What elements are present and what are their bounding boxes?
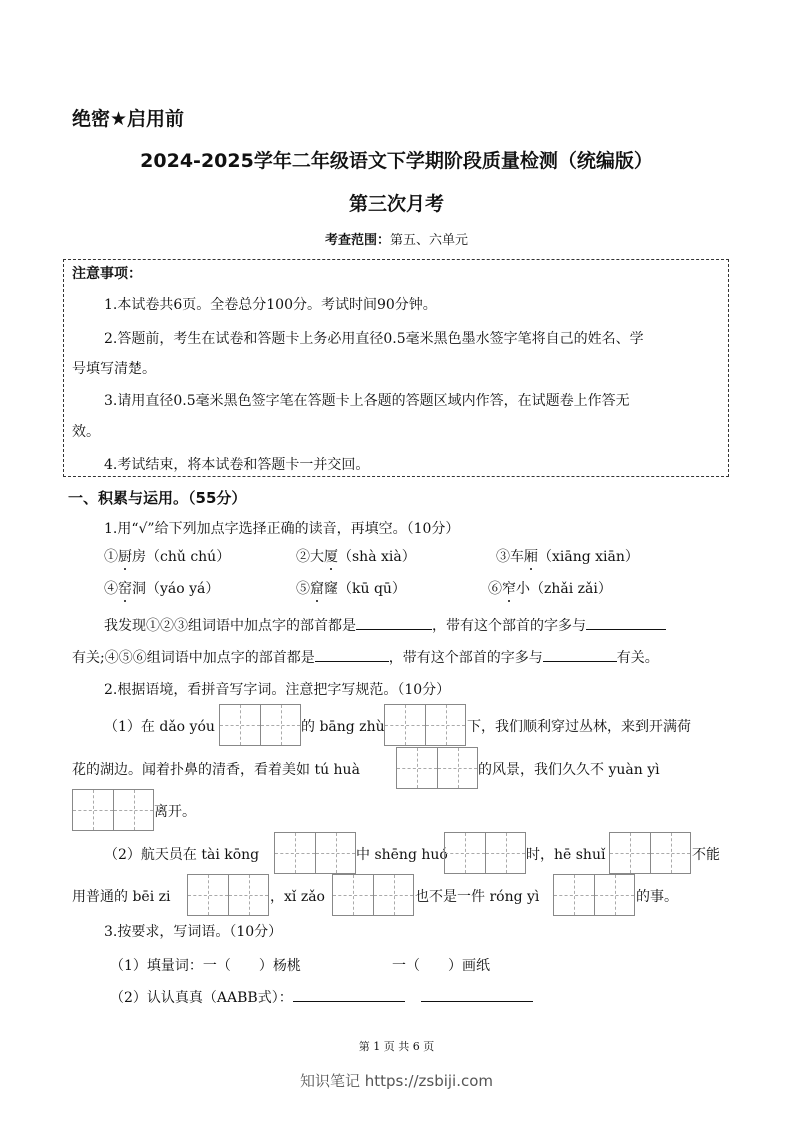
q1-option-3: ③车厢（xiāng xiān） <box>496 549 639 565</box>
answer-blank[interactable] <box>356 615 432 630</box>
q2-text: 时，hē shuǐ <box>526 847 606 863</box>
exam-subtitle: 第三次月考 <box>348 193 444 215</box>
q2-text: 用普通的 bēi zi <box>72 889 171 905</box>
q1-option-4: ④窑洞（yáo yá） <box>104 581 220 597</box>
q2-text: 中 shēng huó <box>356 847 448 863</box>
scope-label: 考查范围： <box>324 233 390 248</box>
q2-text: （1）在 dǎo yóu <box>104 719 215 735</box>
answer-blank[interactable] <box>543 647 617 662</box>
q2-text: 的风景，我们久久不 yuàn yì <box>478 762 660 778</box>
notice-item-3-cont: 效。 <box>72 424 100 440</box>
notice-item-2-cont: 号填写清楚。 <box>72 361 156 377</box>
exam-scope <box>0 229 793 248</box>
answer-blank[interactable] <box>421 987 533 1002</box>
q1-option-6: ⑥窄小（zhǎi zǎi） <box>488 581 612 597</box>
notice-item-3: 3.请用直径0.5毫米黑色签字笔在答题卡上各题的答题区域内作答，在试题卷上作答无 <box>104 393 630 409</box>
confidential-label: 绝密★启用前 <box>72 108 185 130</box>
notice-item-1: 1.本试卷共6页。全卷总分100分。考试时间90分钟。 <box>104 297 437 313</box>
char-grid[interactable] <box>187 874 269 916</box>
char-grid[interactable] <box>609 832 691 874</box>
char-grid[interactable] <box>553 874 635 916</box>
q2-text: 的 bāng zhù <box>301 719 385 735</box>
char-grid[interactable] <box>332 874 414 916</box>
q3-line-2: （2）认认真真（AABB式）： <box>110 987 533 1007</box>
char-grid[interactable] <box>396 747 478 789</box>
q2-text: 下，我们顺利穿过丛林，来到开满荷 <box>467 719 691 735</box>
q2-stem: 2.根据语境，看拼音写字词。注意把字写规范。（10分） <box>104 682 451 698</box>
char-grid[interactable] <box>384 704 466 746</box>
q2-text: 的事。 <box>636 889 678 905</box>
notice-box <box>63 259 729 477</box>
q2-text: 离开。 <box>154 804 196 820</box>
q2-text: （2）航天员在 tài kōng <box>104 847 260 863</box>
section-heading: 一、积累与运用。（55分） <box>68 489 247 507</box>
answer-blank[interactable] <box>315 647 389 662</box>
watermark: 知识笔记 https://zsbiji.com <box>299 1072 494 1090</box>
q2-text: 也不是一件 róng yì <box>415 889 540 905</box>
notice-item-4: 4.考试结束，将本试卷和答题卡一并交回。 <box>104 457 370 473</box>
scope-value: 第五、六单元 <box>390 233 469 248</box>
q1-fill-line-1: 我发现①②③组词语中加点字的部首都是 ，带有这个部首的字多与 <box>104 615 666 635</box>
q1-option-1: ①厨房（chǔ chú） <box>104 549 231 565</box>
q1-option-5: ⑤窟窿（kū qū） <box>296 581 406 597</box>
char-grid[interactable] <box>72 789 154 831</box>
answer-blank[interactable] <box>293 987 405 1002</box>
notice-heading: 注意事项： <box>72 266 142 282</box>
char-grid[interactable] <box>444 832 526 874</box>
exam-title: 2024-2025学年二年级语文下学期阶段质量检测（统编版） <box>140 150 653 172</box>
q3-line-1b: 一（ ）画纸 <box>392 958 490 974</box>
q1-stem: 1.用“√”给下列加点字选择正确的读音，再填空。（10分） <box>104 521 460 537</box>
q2-text: 花的湖边。闻着扑鼻的清香，看着美如 tú huà <box>72 762 360 778</box>
q3-line-1: （1）填量词：一（ ）杨桃 <box>110 958 301 974</box>
notice-item-2: 2.答题前，考生在试卷和答题卡上务必用直径0.5毫米黑色墨水签字笔将自己的姓名、学 <box>104 331 644 347</box>
q1-option-2: ②大厦（shà xià） <box>296 549 416 565</box>
char-grid[interactable] <box>274 832 356 874</box>
page-number: 第 1 页 共 6 页 <box>358 1040 435 1053</box>
q2-text: 不能 <box>692 847 720 863</box>
char-grid[interactable] <box>219 704 301 746</box>
answer-blank[interactable] <box>586 615 666 630</box>
q3-stem: 3.按要求，写词语。（10分） <box>104 924 283 940</box>
q2-text: ，xǐ zǎo <box>270 889 325 905</box>
q1-fill-line-2: 有关;④⑤⑥组词语中加点字的部首都是 ，带有这个部首的字多与 有关。 <box>72 647 659 667</box>
